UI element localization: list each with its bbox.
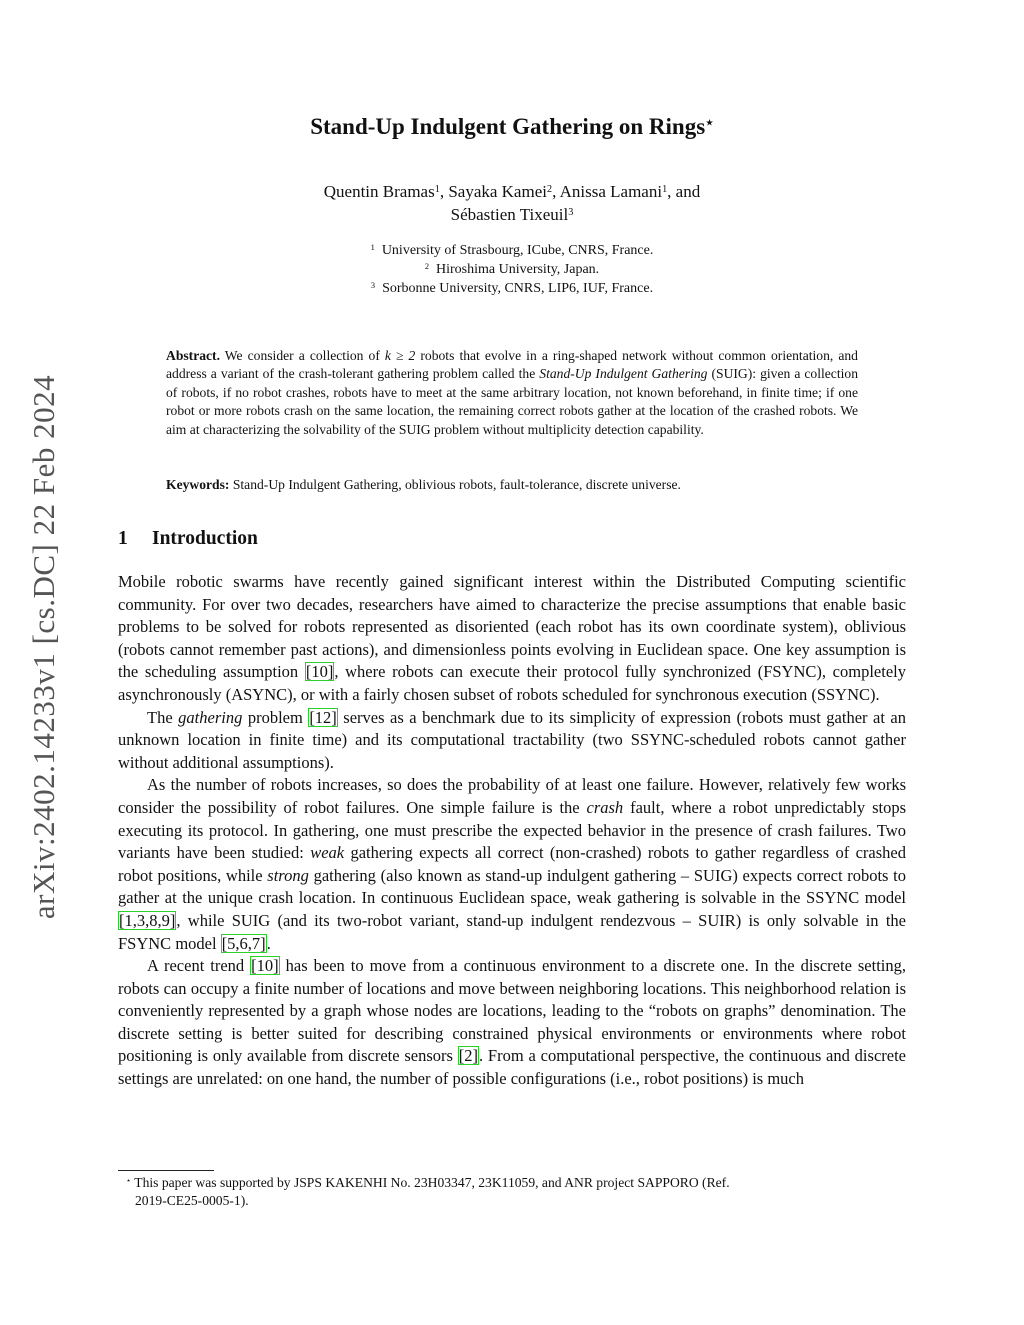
arxiv-sidebar-stamp: [22, 352, 66, 942]
keywords: [166, 476, 858, 494]
section-heading: [118, 528, 258, 550]
paragraph-text: The: [147, 707, 179, 727]
affiliation-text: Hiroshima University, Japan.: [436, 262, 600, 277]
citation-link[interactable]: [5,6,7]: [221, 933, 266, 953]
introduction-body: [118, 571, 906, 1091]
paragraph-text: A recent trend: [147, 956, 251, 976]
affiliation: [0, 260, 1024, 279]
abstract-text: (SUIG): given a collection of robots, if no robot crashes, robots have to meet at the same arbitrary location, not known beforehand, in finite time; if one robot or more robots crash on the same location, the remaining correct robots gather at the location of the crashed robots. We aim at characterizing the solvability of the SUIG problem without multiplicity detection capability.: [166, 366, 858, 437]
paragraph-text: , while SUIG (and its two-robot variant, stand-up indulgent rendezvous – SUIR) is only solvable in the FSYNC model: [118, 910, 906, 953]
emphasis: strong: [267, 865, 309, 885]
abstract-math: k ≥ 2: [384, 348, 416, 363]
footnote: [118, 1174, 906, 1210]
affiliation-mark: 1: [370, 242, 375, 252]
author-name: Quentin Bramas: [323, 182, 435, 201]
footnote-text: This paper was supported by JSPS KAKENHI No. 23H03347, 23K11059, and ANR project SAPPORO (Ref.: [131, 1175, 730, 1190]
emphasis: crash: [586, 797, 624, 817]
paper-title: [0, 114, 1024, 140]
paragraph-text: . From a computational perspective, the continuous and discrete settings are unrelated: on one hand, the number of possible configurations (i.e., robot positions) is much: [118, 1046, 906, 1089]
paragraph: [118, 955, 906, 1091]
title-text: Stand-Up Indulgent Gathering on Rings: [310, 114, 706, 139]
abstract-label: Abstract.: [166, 348, 220, 363]
paragraph-text: .: [266, 933, 271, 953]
emphasis: gathering: [178, 707, 243, 727]
author-name: Sébastien Tixeuil: [450, 205, 569, 224]
title-footnote-mark: ⋆: [705, 115, 714, 131]
affiliation: [0, 241, 1024, 260]
citation-link[interactable]: [1,3,8,9]: [119, 910, 176, 930]
author-name: Anissa Lamani: [559, 182, 663, 201]
paragraph: [118, 571, 906, 707]
paragraph-text: gathering expects all correct (non-crashed) robots to gather regardless of crashed robot positions, while: [118, 843, 906, 885]
author-name: Sayaka Kamei: [448, 182, 547, 201]
abstract-text: robots that evolve in a ring-shaped network without common orientation, and address a variant of the crash-tolerant gathering problem called the: [166, 348, 858, 382]
affiliation-mark: 3: [370, 280, 376, 290]
paragraph-text: As the number of robots increases, so does the probability of at least one failure. However, relatively few works consider the possibility of robot failures. One simple failure is the: [118, 775, 906, 817]
footnote-continuation: 2019-CE25-0005-1).: [135, 1193, 249, 1208]
author-affil-mark: 2: [546, 183, 553, 195]
paragraph: [118, 774, 906, 955]
author-separator: ,: [552, 182, 560, 201]
paragraph-text: problem: [242, 707, 309, 727]
citation-link[interactable]: [12]: [309, 707, 337, 727]
keywords-label: Keywords:: [166, 477, 230, 492]
author-and: , and: [667, 182, 701, 201]
citation-link[interactable]: [10]: [305, 662, 334, 682]
keywords-text: Stand-Up Indulgent Gathering, oblivious robots, fault-tolerance, discrete universe.: [229, 477, 681, 492]
section-title: Introduction: [152, 528, 258, 549]
author-affil-mark: 1: [434, 183, 440, 195]
abstract-text: We consider a collection of: [219, 348, 385, 363]
footnote-mark: ⋆: [126, 1175, 132, 1185]
affiliation-text: University of Strasbourg, ICube, CNRS, France.: [381, 243, 654, 258]
arxiv-identifier: arXiv:2402.14233v1 [cs.DC] 22 Feb 2024: [26, 374, 62, 920]
emphasis: weak: [310, 843, 345, 863]
paragraph-text: , where robots can execute their protocol fully synchronized (FSYNC), completely asynchronously (ASYNC), or with a fairly chosen subset of robots scheduled for synchronous execution (SSYNC).: [118, 662, 906, 704]
section-number: 1: [118, 528, 128, 549]
footnote-rule: [118, 1170, 214, 1171]
author-affil-mark: 1: [662, 183, 668, 195]
affiliation: [0, 279, 1024, 298]
paragraph-text: gathering (also known as stand-up indulgent gathering – SUIG) expects correct robots to gather at the unique crash location. In continuous Euclidean space, weak gathering is solvable in the SSYNC model: [118, 865, 906, 908]
paragraph-text: serves as a benchmark due to its simplicity of expression (robots must gather at an unknown location in finite time) and its computational tractability (two SSYNC-scheduled robots cannot gather without additional assumptions).: [118, 707, 906, 772]
author-affil-mark: 3: [568, 206, 574, 218]
author-list: [0, 180, 1024, 226]
abstract: [166, 347, 858, 439]
paragraph-text: has been to move from a continuous environment to a discrete one. In the discrete setting, robots can occupy a finite number of locations and move between neighboring locations. This neighborhood relation is conveniently represented by a graph whose nodes are locations, leading to the “robots on graphs” denomination. The discrete setting is better suited for describing constrained physical environments or environments where robot positioning is only available from discrete sensors: [118, 956, 906, 1066]
affiliation-list: [0, 241, 1024, 298]
citation-link[interactable]: [10]: [251, 956, 279, 976]
citation-link[interactable]: [2]: [458, 1046, 478, 1066]
paragraph-text: Mobile robotic swarms have recently gained significant interest within the Distributed Computing scientific community. For over two decades, researchers have aimed to characterize the precise assumptions that enable basic problems to be solved for robots represented as disoriented (each robot has its own coordinate system), oblivious (robots cannot remember past actions), and dimensionless points evolving in Euclidean space. One key assumption is the scheduling assumption: [118, 572, 906, 682]
paragraph-text: fault, where a robot unpredictably stops executing its protocol. In gathering, one must prescribe the expected behavior in the presence of crash failures. Two variants have been studied:: [118, 797, 907, 863]
affiliation-mark: 2: [424, 261, 429, 271]
affiliation-text: Sorbonne University, CNRS, LIP6, IUF, France.: [382, 281, 654, 296]
abstract-emphasis: Stand-Up Indulgent Gathering: [539, 366, 708, 382]
paragraph: [118, 707, 906, 775]
author-separator: ,: [439, 182, 449, 201]
